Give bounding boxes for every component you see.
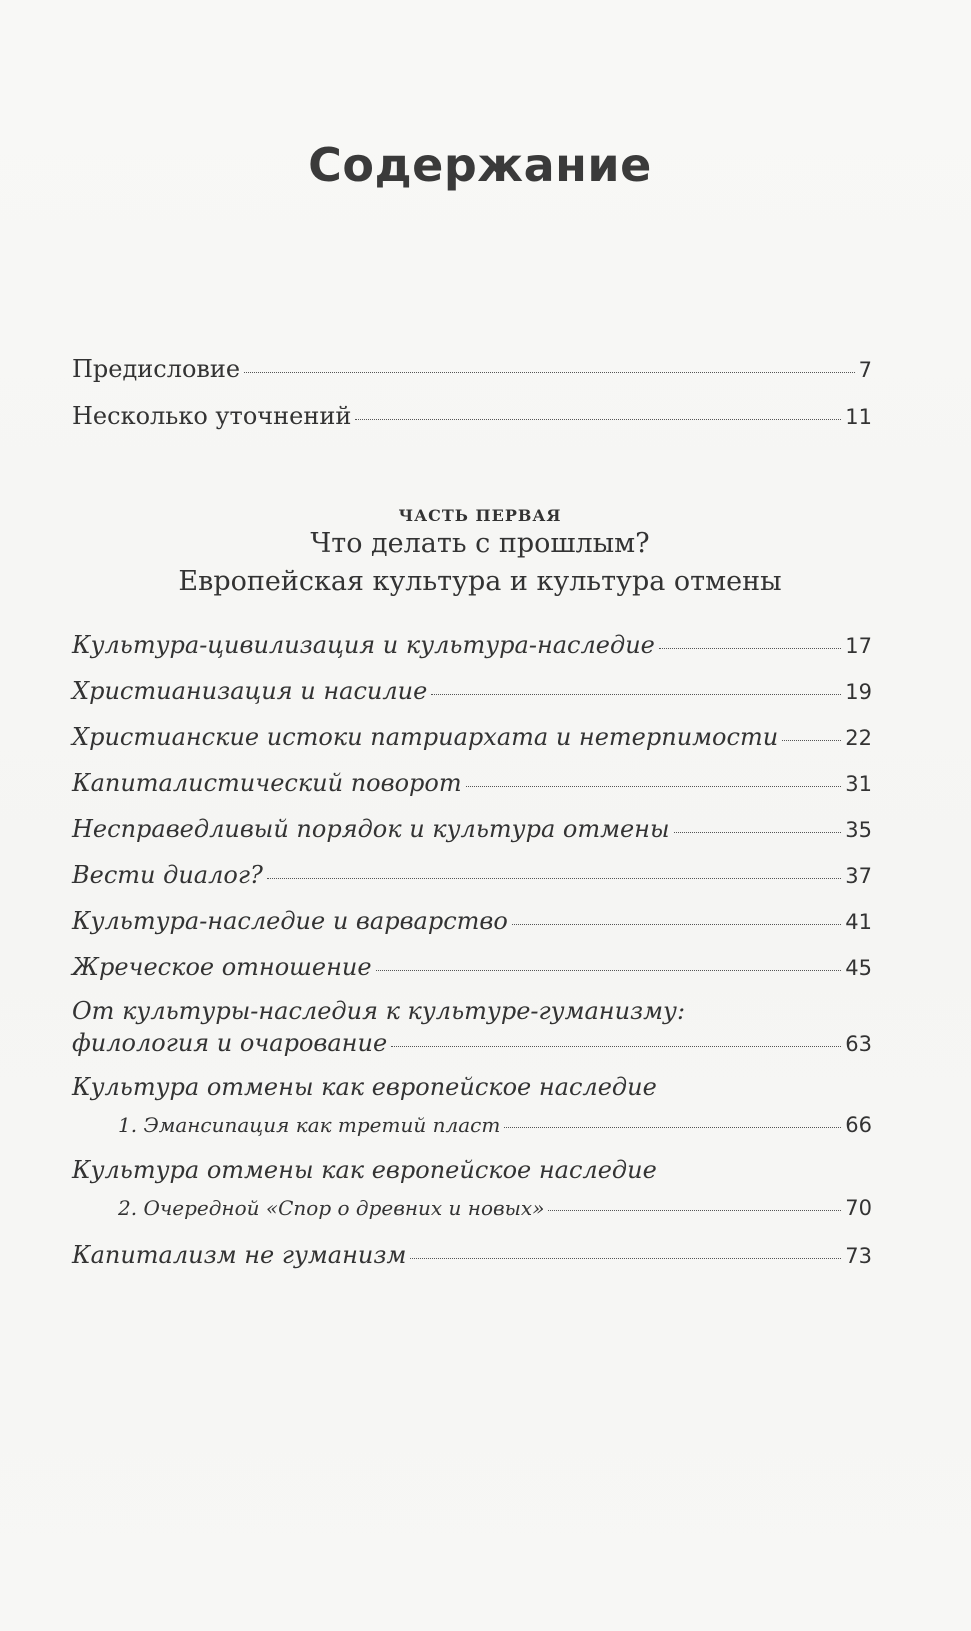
toc-entry-label: Несколько уточнений [72, 402, 352, 430]
toc-entry[interactable] [72, 676, 872, 707]
toc-entry-label: Культура-наследие и варварство [72, 907, 508, 935]
toc-entry[interactable] [72, 952, 872, 983]
dot-leader [391, 1046, 841, 1047]
dot-leader [782, 740, 841, 741]
toc-entry-heading: От культуры-наследия к культуре-гуманизму: [72, 997, 686, 1025]
toc-page-number: 66 [845, 1113, 872, 1137]
toc-entry[interactable] [72, 860, 872, 891]
toc-page-number: 45 [845, 956, 872, 980]
toc-entry-label: 2. Очередной «Спор о древних и новых» [118, 1196, 545, 1220]
dot-leader [548, 1210, 841, 1211]
dot-leader [512, 924, 841, 925]
toc-entry[interactable] [72, 630, 872, 661]
toc-entry-preface[interactable] [72, 354, 872, 385]
toc-entry[interactable] [72, 906, 872, 937]
toc-entry-heading: Культура отмены как европейское наследие [72, 1073, 657, 1101]
toc-subentry[interactable] [118, 1110, 872, 1140]
dot-leader [466, 786, 842, 787]
toc-entry-label: Вести диалог? [72, 861, 263, 889]
dot-leader [659, 648, 841, 649]
toc-subentry[interactable] [118, 1193, 872, 1223]
dot-leader [355, 419, 841, 420]
toc-page-number: 73 [845, 1244, 872, 1268]
toc-entry-label: Предисловие [72, 355, 241, 383]
toc-page-number: 11 [845, 405, 872, 429]
toc-entry[interactable] [72, 722, 872, 753]
toc-entry-label: Капиталистический поворот [72, 769, 462, 797]
toc-entry[interactable] [72, 1028, 872, 1059]
toc-entry[interactable] [72, 1240, 872, 1271]
toc-page-number: 41 [845, 910, 872, 934]
toc-page-number: 70 [845, 1196, 872, 1220]
toc-page-number: 31 [845, 772, 872, 796]
dot-leader [267, 878, 841, 879]
toc-entry-label: филология и очарование [72, 1029, 388, 1057]
part-title-line-2: Европейская культура и культура отмены [178, 566, 782, 597]
toc-entry-clarifications[interactable] [72, 401, 872, 432]
toc-page-number: 63 [845, 1032, 872, 1056]
dot-leader [504, 1127, 841, 1128]
toc-page-number: 37 [845, 864, 872, 888]
toc-entry-label: Культура-цивилизация и культура-наследие [72, 631, 655, 659]
dot-leader [410, 1258, 841, 1259]
toc-page-number: 19 [845, 680, 872, 704]
toc-entry[interactable] [72, 814, 872, 845]
toc-entry-label: Христианские истоки патриархата и нетерпимости [72, 723, 779, 751]
dot-leader [244, 372, 855, 373]
dot-leader [376, 970, 842, 971]
toc-page-number: 22 [845, 726, 872, 750]
part-title-line-1: Что делать с прошлым? [310, 528, 650, 559]
toc-entry-label: Капитализм не гуманизм [72, 1241, 407, 1269]
dot-leader [674, 832, 842, 833]
toc-entry-heading: Культура отмены как европейское наследие [72, 1156, 657, 1184]
toc-entry-label: Христианизация и насилие [72, 677, 428, 705]
toc-entry-label: Несправедливый порядок и культура отмены [72, 815, 670, 843]
toc-entry[interactable] [72, 768, 872, 799]
page-title: Содержание [308, 138, 652, 192]
toc-entry-label: Жреческое отношение [72, 953, 372, 981]
toc-page-number: 7 [858, 358, 872, 382]
dot-leader [431, 694, 841, 695]
part-label: ЧАСТЬ ПЕРВАЯ [398, 506, 562, 525]
toc-page-number: 17 [845, 634, 872, 658]
toc-page-number: 35 [845, 818, 872, 842]
toc-entry-label: 1. Эмансипация как третий пласт [118, 1113, 501, 1137]
